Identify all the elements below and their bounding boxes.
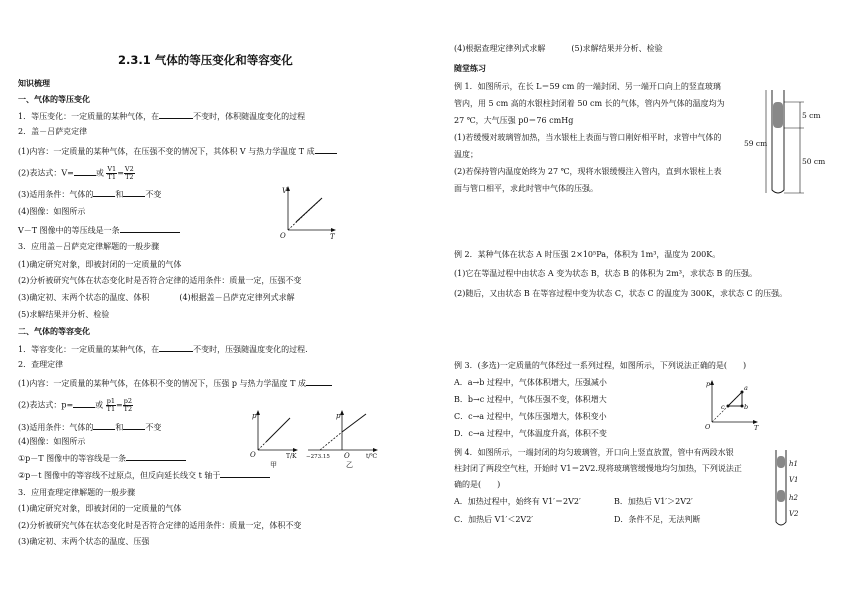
blank	[73, 400, 95, 408]
s2-line1: 1．等容变化：一定质量的某种气体，在 不变时，压强随温度变化的过程.	[18, 345, 308, 354]
figure-yi-label: 乙	[346, 461, 353, 469]
s1-line5: (3)适用条件：气体的 和 不变	[18, 190, 162, 199]
ex2-line3: (2)随后，又由状态 B 在等容过程中变为状态 C，状态 C 的温度为 300K，求状态 C 的压强。	[454, 289, 788, 298]
pt-celsius-graph-figure-yi	[306, 410, 382, 468]
p-label: p	[336, 412, 341, 420]
figure-jia-label: 甲	[270, 461, 277, 469]
fraction-p2-t2: $\frac{p2}{T2}$	[123, 397, 133, 413]
r-line1: (4)根据查理定律列式求解 (5)求解结果并分析、检验	[454, 44, 663, 53]
mercury-column-h2	[777, 490, 785, 502]
s1-line11: (3)确定初、末两个状态的温度、体积 (4)根据盖－吕萨克定律列式求解	[18, 293, 295, 302]
t-axis-arrow	[331, 228, 336, 232]
ex3-option-c: C．c→a 过程中，气体压强增大，体积变小	[454, 412, 607, 421]
ex3-option-b: B．b→c 过程中，气体压强不变，体积增大	[454, 395, 607, 404]
section1-heading: 一、气体的等压变化	[18, 95, 90, 104]
v1-label: V1	[789, 476, 799, 484]
a-label: a	[744, 384, 748, 392]
s1-line9: (1)确定研究对象，即被封闭的一定质量的气体	[18, 260, 182, 269]
s2-line12: (3)确定初、末两个状态的温度、压强	[18, 537, 150, 546]
ex3-line1: 例 3．(多选)一定质量的气体经过一系列过程，如图所示，下列说法正确的是( )	[454, 361, 747, 370]
c-label: c	[721, 403, 725, 411]
s2-line11: (2)分析被研究气体在状态变化时是否符合定律的适用条件：质量一定，体积不变	[18, 521, 302, 530]
knowledge-heading: 知识梳理	[18, 79, 50, 88]
s2-line5: (3)适用条件：气体的 和 不变	[18, 423, 162, 432]
ex3-option-a: A．a→b 过程中，气体体积增大，压强减小	[454, 378, 607, 387]
label-50cm: 50 cm	[802, 157, 826, 166]
label-59cm: 59 cm	[744, 139, 768, 148]
vt-graph-figure	[278, 186, 338, 241]
ex1-line7: 面与管口相平，求此时管中气体的压强。	[454, 184, 598, 193]
ex1-line4: (1)若缓慢对玻璃管加热，当水银柱上表面与管口刚好相平时，求管中气体的	[454, 133, 722, 142]
s1-line8: 3．应用盖－吕萨克定律解题的一般步骤	[18, 242, 160, 251]
s1-line4: (2)表达式：V= 或 $\frac{V1}{T1}=$ $\frac{V2}{T2}$	[18, 165, 134, 181]
ex2-line2: (1)它在等温过程中由状态 A 变为状态 B，状态 B 的体积为 2m³，求状态 B 的压强。	[454, 269, 757, 278]
page-title: 2.3.1 气体的等压变化和等容变化	[118, 53, 293, 67]
s1-line2: 2．盖－吕萨克定律	[18, 127, 88, 136]
ex4-line3: 确的是( )	[454, 480, 501, 489]
glass-tube-figure	[744, 86, 844, 198]
blank	[159, 111, 193, 119]
isochore-extension	[320, 432, 342, 450]
ex4-option-b: B．加热后 V1′＞2V2′	[614, 497, 693, 506]
fraction-v1-t1: $\frac{V1}{T1}$	[107, 165, 117, 181]
b-label: b	[744, 403, 749, 411]
isochore-line	[266, 418, 290, 442]
tk-label: T/K	[286, 453, 297, 460]
ex4-option-a: A．加热过程中，始终有 V1′＝2V2′	[454, 497, 581, 506]
t-celsius-label: t/℃	[366, 453, 378, 460]
ex1-line3: 27 ℃，大气压强 p0＝76 cmHg	[454, 116, 574, 125]
ex1-line1: 例 1．如图所示，在长 L＝59 cm 的一端封闭、另一端开口向上的竖直玻璃	[454, 82, 721, 91]
h2-label: h2	[789, 494, 798, 502]
s1-line3: (1)内容：一定质量的某种气体，在压强不变的情况下，其体积 V 与热力学温度 T 成	[18, 146, 337, 157]
two-column-tube-figure	[770, 448, 810, 530]
isochore-line	[342, 414, 366, 432]
s1-line10: (2)分析被研究气体在状态变化时是否符合定律的适用条件：质量一定，压强不变	[18, 276, 302, 285]
blank	[315, 146, 337, 154]
ex4-line2: 柱封闭了两段空气柱，开始时 V1＝2V2.现将玻璃管缓慢地均匀加热，下列说法正	[454, 464, 742, 473]
t-label: T	[754, 424, 759, 432]
absolute-zero-label: −273.15	[306, 454, 330, 460]
ex4-option-d: D．条件不足，无法判断	[614, 515, 701, 524]
label-5cm: 5 cm	[802, 111, 821, 120]
h1-label: h1	[789, 460, 798, 468]
s2-line4: (2)表达式：p= 或 $\frac{p1}{T1}=$ $\frac{p2}{T2}$	[18, 397, 133, 413]
blank	[220, 470, 270, 478]
mercury-column	[773, 102, 783, 128]
s2-line7: ①p－T 图像中的等容线是一条	[18, 453, 186, 464]
t-label: T	[330, 233, 335, 241]
fraction-p1-t1: $\frac{p1}{T1}$	[106, 397, 116, 413]
ex4-line1: 例 4．如图所示，一端封闭的均匀玻璃管，开口向上竖直放置，管中有两段水银	[454, 448, 734, 457]
fraction-v2-t2: $\frac{V2}{T2}$	[124, 165, 134, 181]
isobar-line	[296, 198, 322, 222]
v2-label: V2	[789, 510, 799, 518]
ex4-option-c: C．加热后 V1′＜2V2′	[454, 515, 534, 524]
p-label: p	[252, 412, 257, 420]
tk-axis-arrow	[293, 448, 298, 452]
blank	[74, 168, 96, 176]
s2-line6: (4)图像：如图所示	[18, 437, 86, 446]
isochore-dashed-segment	[258, 442, 266, 450]
ex1-line5: 温度；	[454, 150, 478, 159]
point-c	[727, 405, 730, 408]
p-axis-arrow	[710, 380, 714, 385]
p-label: p	[706, 380, 711, 388]
v-label: V	[282, 187, 288, 195]
blank	[126, 453, 186, 461]
origin-label: O	[705, 423, 711, 431]
ex3-pt-graph	[704, 378, 764, 432]
pt-graph-figure-jia	[250, 410, 302, 468]
s1-line7: V－T 图像中的等压线是一条	[18, 225, 180, 236]
origin-label: O	[280, 232, 286, 240]
section2-heading: 二、气体的等容变化	[18, 327, 90, 336]
s2-line2: 2．查理定律	[18, 360, 64, 369]
blank	[159, 344, 193, 352]
mercury-column-h1	[777, 456, 785, 468]
p-axis-arrow	[340, 410, 344, 415]
blank	[123, 189, 145, 197]
segment-c-a	[728, 392, 742, 406]
s2-line9: 3．应用查理定律解题的一般步骤	[18, 488, 136, 497]
ex2-line1: 例 2．某种气体在状态 A 时压强 2×10⁵Pa，体积为 1m³，温度为 200K。	[454, 250, 721, 259]
s2-line10: (1)确定研究对象，即被封闭的一定质量的气体	[18, 504, 182, 513]
t-axis-arrow	[373, 448, 378, 452]
s1-line6: (4)图像：如图所示	[18, 207, 86, 216]
s2-line8: ②p－t 图像中的等容线不过原点，但反向延长线交 t 轴于	[18, 470, 270, 481]
practice-heading: 随堂练习	[454, 64, 486, 73]
p-axis-arrow	[256, 410, 260, 415]
origin-label: O	[344, 452, 350, 460]
ex1-line6: (2)若保持管内温度始终为 27 ℃，现将水银缓慢注入管内，直到水银柱上表	[454, 167, 722, 176]
s1-line12: (5)求解结果并分析、检验	[18, 310, 110, 319]
origin-label: O	[250, 451, 256, 459]
s2-line3: (1)内容：一定质量的某种气体，在体积不变的情况下，压强 p 与热力学温度 T 成	[18, 378, 332, 389]
blank	[93, 422, 115, 430]
blank	[306, 378, 332, 386]
blank	[120, 225, 180, 233]
ex3-option-d: D．c→a 过程中，气体温度升高，体积不变	[454, 429, 607, 438]
blank	[123, 422, 145, 430]
s1-line1: 1．等压变化：一定质量的某种气体，在 不变时，体积随温度变化的过程	[18, 112, 306, 121]
ex1-line2: 管内，用 5 cm 高的水银柱封闭着 50 cm 长的气体，管内外气体的温度均为	[454, 99, 725, 108]
blank	[93, 189, 115, 197]
